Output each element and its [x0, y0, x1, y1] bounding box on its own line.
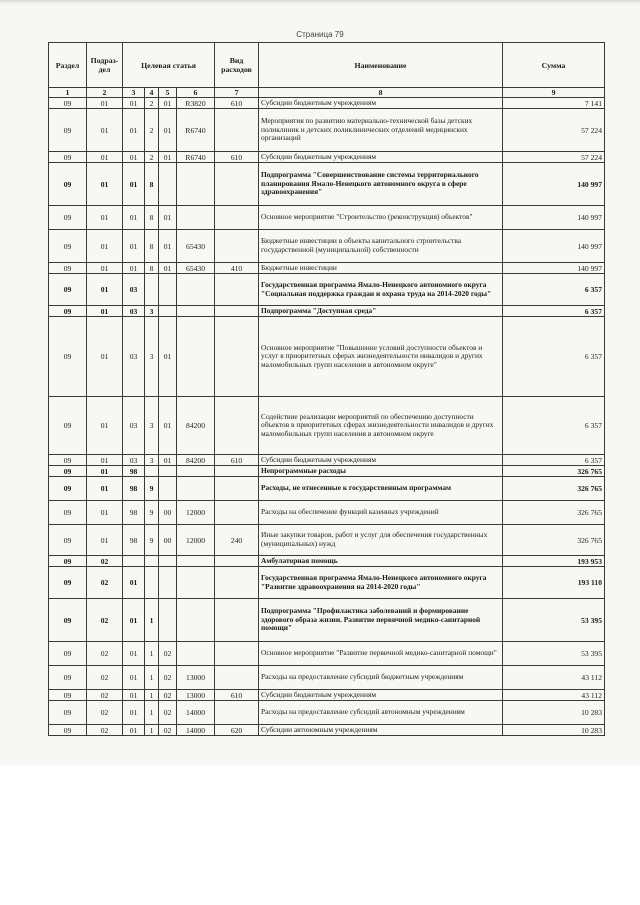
razdel-cell: 09: [49, 690, 87, 701]
podrazdel-cell: 01: [87, 306, 123, 317]
razdel-cell: 09: [49, 701, 87, 725]
naimenovanie-cell: Основное мероприятие "Повышение условий доступности объектов и услуг в приоритетных сферах жизнедеятельности инвалидов и других маломобильных групп населения в автономном округе": [259, 317, 503, 397]
cs-subprogram-cell: 9: [145, 477, 159, 501]
cs-subprogram-cell: 9: [145, 501, 159, 525]
vid-rashodov-cell: 240: [215, 525, 259, 556]
summa-cell: 140 997: [503, 206, 605, 230]
table-row: [49, 599, 605, 642]
cs-program-cell: 01: [123, 701, 145, 725]
razdel-cell: 09: [49, 477, 87, 501]
summa-cell: 53 395: [503, 642, 605, 666]
vid-rashodov-cell: [215, 230, 259, 263]
razdel-cell: 09: [49, 397, 87, 455]
cs-event-cell: 01: [159, 206, 177, 230]
vid-rashodov-cell: [215, 317, 259, 397]
cs-event-cell: [159, 163, 177, 206]
naimenovanie-cell: Содействие реализации мероприятий по обеспечению доступности объектов в приоритетных сферах жизнедеятельности инвалидов и других маломобильных групп населения в автономном округе: [259, 397, 503, 455]
naimenovanie-cell: Подпрограмма "Совершенствование системы территориального планирования Ямало-Ненецкого автономного округа в сфере здравоохранения": [259, 163, 503, 206]
podrazdel-cell: 01: [87, 109, 123, 152]
cs-direction-cell: R3820: [177, 98, 215, 109]
podrazdel-cell: 01: [87, 152, 123, 163]
podrazdel-cell: 01: [87, 455, 123, 466]
summa-cell: 140 997: [503, 263, 605, 274]
cs-program-cell: [123, 556, 145, 567]
razdel-cell: 09: [49, 525, 87, 556]
table-row: [49, 397, 605, 455]
podrazdel-cell: 01: [87, 501, 123, 525]
podrazdel-cell: 01: [87, 525, 123, 556]
razdel-cell: 09: [49, 556, 87, 567]
naimenovanie-cell: Бюджетные инвестиции: [259, 263, 503, 274]
cs-program-cell: 01: [123, 109, 145, 152]
cs-event-cell: 02: [159, 690, 177, 701]
table-row: [49, 642, 605, 666]
summa-cell: 193 110: [503, 567, 605, 599]
cs-direction-cell: 14000: [177, 725, 215, 736]
podrazdel-cell: 01: [87, 477, 123, 501]
vid-rashodov-cell: [215, 306, 259, 317]
cs-event-cell: 02: [159, 701, 177, 725]
naimenovanie-cell: Субсидии бюджетным учреждениям: [259, 152, 503, 163]
column-number: 9: [503, 88, 605, 98]
cs-program-cell: 01: [123, 152, 145, 163]
razdel-cell: 09: [49, 306, 87, 317]
cs-direction-cell: 84200: [177, 455, 215, 466]
naimenovanie-cell: Непрограммные расходы: [259, 466, 503, 477]
vid-rashodov-cell: 610: [215, 455, 259, 466]
podrazdel-cell: 02: [87, 666, 123, 690]
vid-rashodov-cell: 410: [215, 263, 259, 274]
cs-subprogram-cell: 3: [145, 397, 159, 455]
razdel-cell: 09: [49, 317, 87, 397]
cs-event-cell: 01: [159, 455, 177, 466]
column-number: 8: [259, 88, 503, 98]
vid-rashodov-cell: [215, 701, 259, 725]
table-row: [49, 455, 605, 466]
table-row: [49, 466, 605, 477]
summa-cell: 43 112: [503, 690, 605, 701]
podrazdel-cell: 02: [87, 599, 123, 642]
naimenovanie-cell: Государственная программа Ямало-Ненецкого автономного округа "Социальная поддержка граждан и охрана труда на 2014-2020 годы": [259, 274, 503, 306]
naimenovanie-cell: Бюджетные инвестиции в объекты капитального строительства государственной (муниципальной) собственности: [259, 230, 503, 263]
table-row: [49, 306, 605, 317]
cs-subprogram-cell: 2: [145, 109, 159, 152]
table-row: [49, 317, 605, 397]
naimenovanie-cell: Расходы на предоставление субсидий автономным учреждениям: [259, 701, 503, 725]
razdel-cell: 09: [49, 152, 87, 163]
table-row: [49, 163, 605, 206]
vid-rashodov-cell: 610: [215, 152, 259, 163]
cs-event-cell: 02: [159, 642, 177, 666]
razdel-cell: 09: [49, 642, 87, 666]
razdel-cell: 09: [49, 109, 87, 152]
cs-subprogram-cell: 3: [145, 317, 159, 397]
table-row: [49, 556, 605, 567]
razdel-cell: 09: [49, 455, 87, 466]
razdel-cell: 09: [49, 98, 87, 109]
summa-cell: 10 283: [503, 725, 605, 736]
cs-subprogram-cell: 1: [145, 725, 159, 736]
table-row: [49, 274, 605, 306]
podrazdel-cell: 01: [87, 206, 123, 230]
cs-direction-cell: 12000: [177, 525, 215, 556]
scan-edge-shadow: [0, 0, 640, 4]
header-naimenovanie: Наименование: [259, 43, 503, 88]
column-number: 6: [177, 88, 215, 98]
podrazdel-cell: 02: [87, 701, 123, 725]
column-number-row: [49, 88, 605, 98]
cs-direction-cell: R6740: [177, 109, 215, 152]
naimenovanie-cell: Основное мероприятие "Развитие первичной медико-санитарной помощи": [259, 642, 503, 666]
cs-event-cell: 01: [159, 109, 177, 152]
table-row: [49, 263, 605, 274]
cs-program-cell: 98: [123, 501, 145, 525]
cs-subprogram-cell: 1: [145, 701, 159, 725]
cs-direction-cell: [177, 163, 215, 206]
vid-rashodov-cell: [215, 466, 259, 477]
table-header-row: [49, 43, 605, 88]
summa-cell: 326 765: [503, 477, 605, 501]
budget-table-body: [49, 98, 605, 736]
summa-cell: 10 283: [503, 701, 605, 725]
vid-rashodov-cell: [215, 666, 259, 690]
summa-cell: 326 765: [503, 466, 605, 477]
column-number: 1: [49, 88, 87, 98]
cs-program-cell: 03: [123, 455, 145, 466]
cs-event-cell: [159, 306, 177, 317]
cs-event-cell: 01: [159, 263, 177, 274]
budget-table: [48, 42, 605, 736]
vid-rashodov-cell: 620: [215, 725, 259, 736]
razdel-cell: 09: [49, 163, 87, 206]
cs-program-cell: 01: [123, 725, 145, 736]
summa-cell: 140 997: [503, 230, 605, 263]
vid-rashodov-cell: [215, 397, 259, 455]
cs-direction-cell: R6740: [177, 152, 215, 163]
podrazdel-cell: 01: [87, 163, 123, 206]
cs-program-cell: 01: [123, 642, 145, 666]
cs-event-cell: 00: [159, 525, 177, 556]
cs-direction-cell: 13000: [177, 666, 215, 690]
cs-event-cell: 02: [159, 725, 177, 736]
cs-program-cell: 01: [123, 567, 145, 599]
cs-program-cell: 01: [123, 599, 145, 642]
cs-subprogram-cell: 2: [145, 152, 159, 163]
podrazdel-cell: 02: [87, 725, 123, 736]
page-number-label: Страница 79: [296, 30, 344, 39]
cs-subprogram-cell: [145, 567, 159, 599]
table-row: [49, 98, 605, 109]
cs-program-cell: 03: [123, 397, 145, 455]
podrazdel-cell: 02: [87, 642, 123, 666]
summa-cell: 6 357: [503, 455, 605, 466]
cs-event-cell: 00: [159, 501, 177, 525]
blank-page-area: [0, 765, 640, 905]
vid-rashodov-cell: 610: [215, 98, 259, 109]
table-row: [49, 206, 605, 230]
summa-cell: 57 224: [503, 109, 605, 152]
cs-direction-cell: [177, 599, 215, 642]
cs-direction-cell: [177, 317, 215, 397]
vid-rashodov-cell: [215, 163, 259, 206]
cs-subprogram-cell: [145, 274, 159, 306]
cs-subprogram-cell: 2: [145, 98, 159, 109]
podrazdel-cell: 01: [87, 230, 123, 263]
cs-subprogram-cell: [145, 466, 159, 477]
cs-subprogram-cell: 3: [145, 306, 159, 317]
cs-direction-cell: 13000: [177, 690, 215, 701]
naimenovanie-cell: Расходы на предоставление субсидий бюджетным учреждениям: [259, 666, 503, 690]
naimenovanie-cell: Подпрограмма "Профилактика заболеваний и формирование здорового образа жизни. Развитие первичной медико-санитарной помощи": [259, 599, 503, 642]
table-row: [49, 701, 605, 725]
naimenovanie-cell: Основное мероприятие "Строительство (реконструкция) объектов": [259, 206, 503, 230]
table-row: [49, 230, 605, 263]
cs-event-cell: [159, 599, 177, 642]
cs-direction-cell: [177, 567, 215, 599]
cs-subprogram-cell: 1: [145, 690, 159, 701]
header-podrazdel: Подраз-дел: [87, 43, 123, 88]
naimenovanie-cell: Расходы, не отнесенные к государственным программам: [259, 477, 503, 501]
cs-event-cell: [159, 274, 177, 306]
column-number: 3: [123, 88, 145, 98]
cs-program-cell: 01: [123, 263, 145, 274]
cs-event-cell: 01: [159, 317, 177, 397]
naimenovanie-cell: Амбулаторная помощь: [259, 556, 503, 567]
cs-event-cell: 02: [159, 666, 177, 690]
vid-rashodov-cell: [215, 206, 259, 230]
cs-program-cell: 98: [123, 525, 145, 556]
cs-subprogram-cell: [145, 556, 159, 567]
cs-event-cell: 01: [159, 397, 177, 455]
cs-direction-cell: [177, 206, 215, 230]
header-summa: Сумма: [503, 43, 605, 88]
naimenovanie-cell: Иные закупки товаров, работ и услуг для обеспечения государственных (муниципальных) нужд: [259, 525, 503, 556]
cs-direction-cell: 12000: [177, 501, 215, 525]
cs-program-cell: 01: [123, 98, 145, 109]
table-row: [49, 666, 605, 690]
podrazdel-cell: 01: [87, 466, 123, 477]
cs-event-cell: [159, 556, 177, 567]
cs-direction-cell: [177, 466, 215, 477]
cs-event-cell: [159, 477, 177, 501]
vid-rashodov-cell: [215, 109, 259, 152]
cs-subprogram-cell: 8: [145, 230, 159, 263]
naimenovanie-cell: Подпрограмма "Доступная среда": [259, 306, 503, 317]
cs-direction-cell: [177, 556, 215, 567]
naimenovanie-cell: Мероприятия по развитию материально-технической базы детских поликлиник и детских поликлинических отделений медицинских организаций: [259, 109, 503, 152]
summa-cell: 43 112: [503, 666, 605, 690]
cs-program-cell: 01: [123, 230, 145, 263]
razdel-cell: 09: [49, 263, 87, 274]
table-row: [49, 152, 605, 163]
table-row: [49, 477, 605, 501]
naimenovanie-cell: Расходы на обеспечение функций казенных учреждений: [259, 501, 503, 525]
summa-cell: 6 357: [503, 317, 605, 397]
cs-subprogram-cell: 9: [145, 525, 159, 556]
razdel-cell: 09: [49, 599, 87, 642]
header-razdel: Раздел: [49, 43, 87, 88]
razdel-cell: 09: [49, 501, 87, 525]
podrazdel-cell: 01: [87, 317, 123, 397]
summa-cell: 57 224: [503, 152, 605, 163]
table-row: [49, 725, 605, 736]
summa-cell: 140 997: [503, 163, 605, 206]
naimenovanie-cell: Государственная программа Ямало-Ненецкого автономного округа "Развитие здравоохранения на 2014-2020 годы": [259, 567, 503, 599]
cs-event-cell: 01: [159, 152, 177, 163]
summa-cell: 6 357: [503, 306, 605, 317]
header-vid-rashodov: Вид расходов: [215, 43, 259, 88]
cs-direction-cell: [177, 642, 215, 666]
header-celevaya-statya: Целевая статья: [123, 43, 215, 88]
cs-program-cell: 98: [123, 477, 145, 501]
razdel-cell: 09: [49, 230, 87, 263]
podrazdel-cell: 02: [87, 690, 123, 701]
cs-program-cell: 01: [123, 163, 145, 206]
summa-cell: 6 357: [503, 397, 605, 455]
cs-program-cell: 01: [123, 690, 145, 701]
cs-program-cell: 01: [123, 206, 145, 230]
cs-subprogram-cell: 1: [145, 642, 159, 666]
summa-cell: 7 141: [503, 98, 605, 109]
column-number: 5: [159, 88, 177, 98]
naimenovanie-cell: Субсидии бюджетным учреждениям: [259, 455, 503, 466]
cs-direction-cell: 14000: [177, 701, 215, 725]
table-row: [49, 567, 605, 599]
summa-cell: 193 953: [503, 556, 605, 567]
column-number: 7: [215, 88, 259, 98]
podrazdel-cell: 02: [87, 567, 123, 599]
summa-cell: 326 765: [503, 501, 605, 525]
cs-subprogram-cell: 1: [145, 666, 159, 690]
cs-subprogram-cell: 8: [145, 206, 159, 230]
vid-rashodov-cell: [215, 556, 259, 567]
vid-rashodov-cell: [215, 599, 259, 642]
summa-cell: 53 395: [503, 599, 605, 642]
table-row: [49, 109, 605, 152]
cs-subprogram-cell: 8: [145, 263, 159, 274]
table-row: [49, 690, 605, 701]
table-row: [49, 525, 605, 556]
naimenovanie-cell: Субсидии автономным учреждениям: [259, 725, 503, 736]
cs-direction-cell: [177, 477, 215, 501]
cs-subprogram-cell: 1: [145, 599, 159, 642]
cs-direction-cell: 84200: [177, 397, 215, 455]
razdel-cell: 09: [49, 567, 87, 599]
vid-rashodov-cell: [215, 567, 259, 599]
cs-direction-cell: [177, 306, 215, 317]
naimenovanie-cell: Субсидии бюджетным учреждениям: [259, 98, 503, 109]
vid-rashodov-cell: [215, 477, 259, 501]
podrazdel-cell: 02: [87, 556, 123, 567]
cs-program-cell: 01: [123, 666, 145, 690]
cs-program-cell: 03: [123, 317, 145, 397]
column-number: 2: [87, 88, 123, 98]
cs-event-cell: [159, 567, 177, 599]
summa-cell: 6 357: [503, 274, 605, 306]
vid-rashodov-cell: [215, 642, 259, 666]
podrazdel-cell: 01: [87, 98, 123, 109]
podrazdel-cell: 01: [87, 274, 123, 306]
cs-direction-cell: 65430: [177, 263, 215, 274]
vid-rashodov-cell: 610: [215, 690, 259, 701]
razdel-cell: 09: [49, 206, 87, 230]
cs-direction-cell: 65430: [177, 230, 215, 263]
cs-program-cell: 03: [123, 306, 145, 317]
cs-event-cell: [159, 466, 177, 477]
razdel-cell: 09: [49, 666, 87, 690]
cs-event-cell: 01: [159, 230, 177, 263]
cs-event-cell: 01: [159, 98, 177, 109]
podrazdel-cell: 01: [87, 263, 123, 274]
razdel-cell: 09: [49, 725, 87, 736]
vid-rashodov-cell: [215, 274, 259, 306]
naimenovanie-cell: Субсидии бюджетным учреждениям: [259, 690, 503, 701]
cs-direction-cell: [177, 274, 215, 306]
razdel-cell: 09: [49, 466, 87, 477]
cs-program-cell: 98: [123, 466, 145, 477]
vid-rashodov-cell: [215, 501, 259, 525]
podrazdel-cell: 01: [87, 397, 123, 455]
cs-program-cell: 03: [123, 274, 145, 306]
razdel-cell: 09: [49, 274, 87, 306]
cs-subprogram-cell: 8: [145, 163, 159, 206]
table-row: [49, 501, 605, 525]
cs-subprogram-cell: 3: [145, 455, 159, 466]
summa-cell: 326 765: [503, 525, 605, 556]
column-number: 4: [145, 88, 159, 98]
